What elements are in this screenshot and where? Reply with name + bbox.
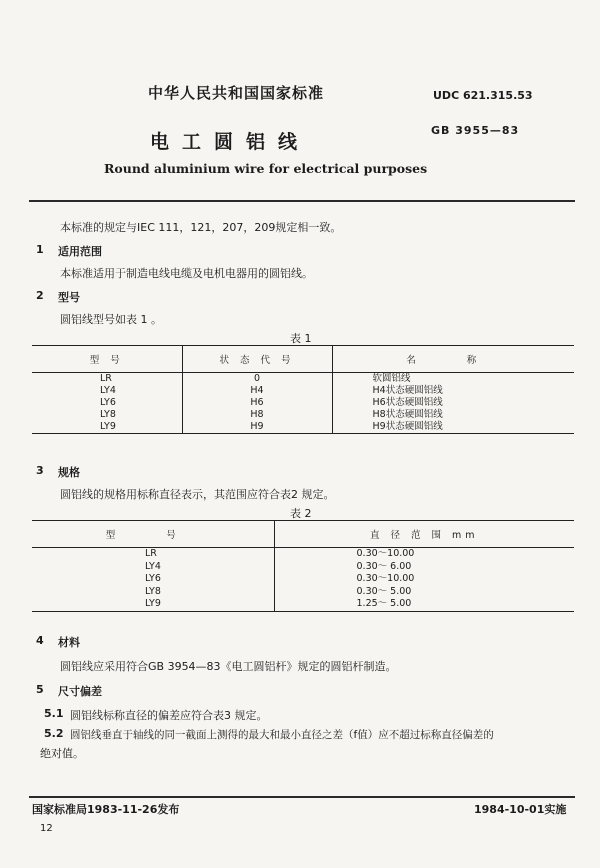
table-cell: H8状态硬圆铝线: [332, 409, 574, 421]
english-title: Round aluminium wire for electrical purposes: [104, 161, 428, 176]
section-2-title: 型号: [58, 291, 80, 304]
table-cell: LY6: [145, 573, 161, 585]
clause-5-2-number: 5.2: [44, 727, 64, 740]
table-cell: LY4: [100, 385, 116, 396]
effective-date: 1984-10-01实施: [474, 803, 567, 816]
issuing-authority: 中华人民共和国国家标准: [148, 84, 325, 102]
table-cell: H9: [182, 421, 332, 434]
section-4-title: 材料: [58, 636, 80, 649]
section-1-text: 本标准适用于制造电线电缆及电机电器用的圆铝线。: [60, 267, 313, 280]
section-3-title: 规格: [58, 466, 80, 479]
table-cell: 0.30～10.00: [274, 573, 574, 586]
table-cell: LY6: [100, 397, 116, 408]
table-cell: 0.30～ 6.00: [274, 561, 574, 574]
table-cell: H6状态硬圆铝线: [332, 397, 574, 409]
intro-text: 本标准的规定与IEC 111，121，207，209规定相一致。: [60, 221, 342, 234]
section-1-title: 适用范围: [58, 245, 102, 258]
section-2-number: 2: [36, 289, 44, 302]
table-cell: H6: [182, 397, 332, 409]
table-cell: 0: [182, 373, 332, 386]
page-number: 12: [40, 823, 53, 834]
clause-5-1-text: 圆铝线标称直径的偏差应符合表3 规定。: [70, 709, 268, 722]
table-header-cell: 型 号: [32, 521, 274, 548]
page-title: 电工圆铝线: [150, 131, 311, 153]
table-cell: H9状态硬圆铝线: [332, 421, 574, 434]
clause-5-2-text-cont: 绝对值。: [40, 747, 84, 760]
section-5-title: 尺寸偏差: [58, 685, 102, 698]
section-1-number: 1: [36, 243, 44, 256]
section-4-number: 4: [36, 634, 44, 647]
table-header-cell: 名 称: [332, 346, 574, 373]
table-cell: 0.30～ 5.00: [274, 586, 574, 599]
section-3-text: 圆铝线的规格用标称直径表示，其范围应符合表2 规定。: [60, 488, 335, 501]
table-header-row: [32, 346, 574, 373]
table-row: [32, 548, 574, 561]
table-row: [32, 561, 574, 574]
table-2: [32, 520, 574, 612]
table-cell: 软圆铝线: [332, 373, 574, 386]
table-row: [32, 573, 574, 586]
table-cell: LR: [145, 548, 157, 560]
clause-5-2-text: 圆铝线垂直于轴线的同一截面上测得的最大和最小直径之差（f值）应不超过标称直径偏差的: [70, 729, 494, 741]
table-row: [32, 373, 574, 386]
section-5-number: 5: [36, 683, 44, 696]
section-3-number: 3: [36, 464, 44, 477]
standard-number: GB 3955—83: [431, 124, 520, 137]
table-cell: LY4: [145, 560, 161, 572]
table-row: [32, 421, 574, 434]
table-2-caption: 表 2: [290, 507, 312, 520]
table-1: [32, 345, 574, 434]
table-header-cell: 型 号: [32, 346, 182, 373]
clause-5-1-number: 5.1: [44, 707, 64, 720]
table-cell: 0.30～10.00: [274, 548, 574, 561]
table-cell: LY9: [100, 421, 116, 432]
table-cell: H4状态硬圆铝线: [332, 385, 574, 397]
table-cell: LY9: [145, 598, 161, 610]
table-cell: 1.25～ 5.00: [274, 598, 574, 611]
udc-code: UDC 621.315.53: [433, 89, 533, 102]
table-header-row: [32, 521, 574, 548]
issue-date: 国家标准局1983-11-26发布: [32, 803, 180, 816]
table-cell: LY8: [100, 409, 116, 420]
header-divider: [29, 200, 575, 202]
table-cell: H8: [182, 409, 332, 421]
table-1-caption: 表 1: [290, 332, 312, 345]
table-row: [32, 586, 574, 599]
table-cell: LY8: [145, 585, 161, 597]
table-header-cell: 状 态 代 号: [182, 346, 332, 373]
section-4-text: 圆铝线应采用符合GB 3954—83《电工圆铝杆》规定的圆铝杆制造。: [60, 660, 397, 673]
table-row: [32, 397, 574, 409]
table-row: [32, 409, 574, 421]
table-row: [32, 385, 574, 397]
table-header-cell: 直 径 范 围 mm: [274, 521, 574, 548]
section-2-text: 圆铝线型号如表 1 。: [60, 313, 162, 326]
table-cell: H4: [182, 385, 332, 397]
table-cell: LR: [100, 373, 112, 384]
footer-divider: [29, 796, 575, 798]
table-row: [32, 598, 574, 611]
